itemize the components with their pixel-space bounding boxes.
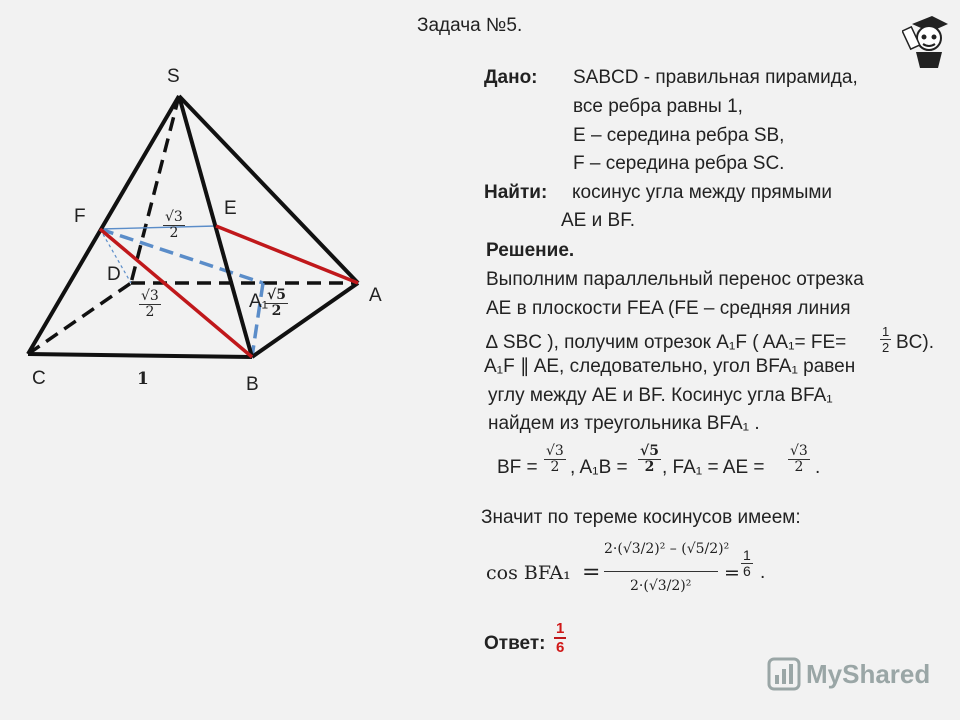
half-fraction: $\frac{1}{2}$	[882, 324, 890, 355]
fd-length-fraction: $\frac{√3}{2}$	[141, 288, 159, 320]
segment-ae	[216, 226, 358, 283]
vertex-label-d: D	[107, 264, 121, 285]
given-line: F – середина ребра SC.	[573, 153, 785, 174]
find-label: Найти:	[484, 182, 548, 203]
solution-line: AE в плоскости FEA (FE – средняя линия	[486, 298, 851, 319]
vertex-label-a1: A₁	[249, 291, 269, 312]
formula-fraction-bar	[604, 571, 718, 572]
bf-fraction: $\frac{√3}{2}$	[546, 443, 564, 475]
a1b-label: , A₁B =	[570, 457, 628, 478]
formula-lhs: cos BFA₁	[486, 562, 571, 584]
solution-line: углу между AE и BF. Косинус угла BFA₁	[488, 385, 833, 406]
solution-line: A₁F ∥ AE, следовательно, угол BFA₁ равен	[484, 356, 856, 377]
given-label: Дано:	[484, 67, 538, 88]
find-line: косинус угла между прямыми	[572, 182, 833, 203]
a1b-length-fraction: $\frac{√5}{2}$	[267, 287, 286, 319]
formula-result-eq: =	[724, 562, 740, 584]
vertex-label-a: A	[369, 285, 382, 306]
solution-line: BC).	[896, 332, 934, 353]
bf-label: BF =	[497, 457, 538, 478]
vertex-label-e: E	[224, 198, 237, 219]
vertex-label-c: C	[32, 368, 46, 389]
solution-line: найдем из треугольника BFA₁ .	[488, 413, 760, 434]
vertex-label-b: B	[246, 374, 259, 395]
segment-bf	[100, 229, 252, 357]
solution-line: Выполним параллельный перенос отрезка	[486, 269, 864, 290]
segment-fe	[100, 226, 216, 229]
formula-numerator: 2·(√3/2)² – (√5/2)²	[604, 541, 730, 557]
page-title: Задача №5.	[417, 15, 523, 36]
answer-fraction: $\frac{1}{6}$	[556, 620, 565, 656]
edge-cb	[28, 354, 252, 357]
given-line: все ребра равны 1,	[573, 96, 743, 117]
formula-result-fraction: $\frac{1}{6}$	[743, 547, 751, 579]
vertex-label-f: F	[74, 206, 86, 227]
formula-denominator: 2·(√3/2)²	[630, 578, 692, 594]
myshared-logo-icon	[767, 657, 801, 691]
given-line: E – середина ребра SB,	[573, 125, 785, 146]
given-line: SABCD - правильная пирамида,	[573, 67, 858, 88]
vertex-label-s: S	[167, 66, 180, 87]
formula-end: .	[760, 562, 766, 583]
answer-label: Ответ:	[484, 633, 546, 654]
a1b-fraction: $\frac{√5}{2}$	[640, 443, 659, 475]
watermark-text: MyShared	[806, 659, 931, 689]
fe-length-fraction: $\frac{√3}{2}$	[165, 209, 183, 241]
values-end: .	[815, 457, 821, 478]
find-line: AE и BF.	[561, 210, 635, 231]
solution-line: ∆ SBC ), получим отрезок A₁F ( AA₁= FE=	[486, 332, 847, 353]
edge-sd	[131, 96, 179, 283]
edge-cd	[28, 283, 131, 354]
fa1-label: , FA₁ = AE =	[662, 457, 765, 478]
solution-label: Решение.	[486, 240, 575, 261]
formula-eq: =	[582, 560, 601, 585]
theorem-line: Значит по тереме косинусов имеем:	[481, 507, 801, 528]
fa1-fraction: $\frac{√3}{2}$	[790, 443, 808, 475]
edge-length-cb: 1	[137, 369, 149, 389]
